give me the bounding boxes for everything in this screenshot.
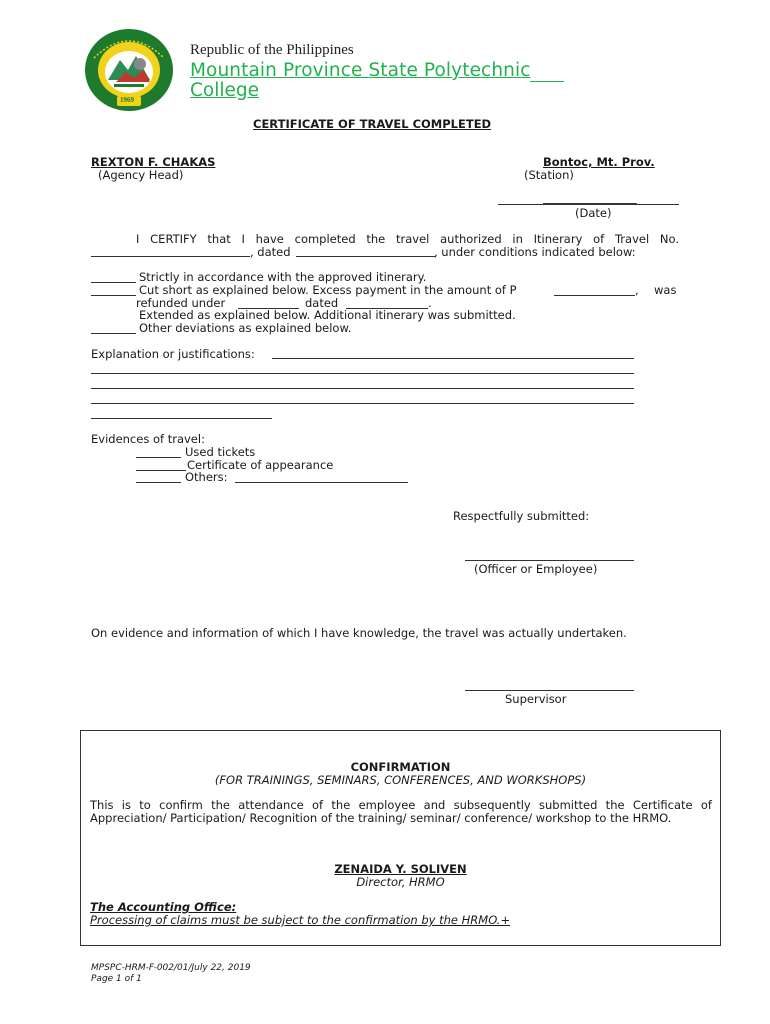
itinerary-number-field[interactable]: [91, 256, 250, 257]
certify-statement: [91, 232, 679, 246]
excess-amount-field[interactable]: [554, 295, 635, 296]
option-cutshort-label: Cut short as explained below. Excess payment in the amount of P: [139, 283, 517, 297]
station-name: Bontoc, Mt. Prov.: [543, 155, 655, 169]
accounting-office-heading: The Accounting Office:: [90, 900, 237, 914]
evidence-statement: On evidence and information of which I have knowledge, the travel was actually undertaken.: [91, 626, 627, 640]
respectfully-submitted-label: Respectfully submitted:: [453, 509, 590, 523]
refunded-dated-text: dated: [305, 296, 339, 310]
evidence-others-label: Others:: [185, 470, 228, 484]
evidence-others-checkline[interactable]: [136, 482, 181, 483]
accounting-office-note: Processing of claims must be subject to the confirmation by the HRMO.+: [90, 913, 511, 927]
supervisor-signature-line[interactable]: [465, 690, 634, 691]
evidence-others-field[interactable]: [235, 482, 408, 483]
option-cutshort-checkline[interactable]: [91, 295, 136, 296]
option-strict-label: Strictly in accordance with the approved itinerary.: [139, 270, 427, 284]
station-label: (Station): [524, 168, 574, 182]
option-cutshort-was: was: [654, 283, 677, 297]
director-title: Director, HRMO: [356, 875, 445, 889]
explanation-line-5[interactable]: [91, 418, 272, 419]
certify-line1: I CERTIFY that I have completed the travel authorized in Itinerary of Travel No.: [136, 232, 679, 246]
agency-head-label: (Agency Head): [98, 168, 184, 182]
employee-signature-line[interactable]: [465, 560, 634, 561]
evidence-tickets-label: Used tickets: [185, 445, 256, 459]
confirmation-title: CONFIRMATION: [350, 760, 451, 774]
evidence-tickets-checkline[interactable]: [136, 457, 181, 458]
explanation-label: Explanation or justifications:: [91, 347, 255, 361]
date-field-line-inner: [543, 203, 637, 204]
itinerary-date-field[interactable]: [296, 256, 435, 257]
confirmation-subtitle: (FOR TRAININGS, SEMINARS, CONFERENCES, AND WORKSHOPS): [214, 773, 587, 787]
explanation-line-4[interactable]: [91, 403, 634, 404]
college-name-line2: College: [190, 80, 260, 101]
agency-head-name: REXTON F. CHAKAS: [91, 155, 216, 169]
option-other-checkline[interactable]: [91, 333, 136, 334]
form-code: MPSPC-HRM-F-002/01/July 22, 2019: [91, 963, 251, 973]
refunded-under-text: refunded under: [136, 296, 226, 310]
page-number: Page 1 of 1: [91, 974, 142, 984]
director-name: ZENAIDA Y. SOLIVEN: [334, 862, 467, 876]
supervisor-label: Supervisor: [505, 692, 567, 706]
option-other-label: Other deviations as explained below.: [139, 321, 352, 335]
evidence-certificate-label: Certificate of appearance: [187, 458, 334, 472]
document-title: CERTIFICATE OF TRAVEL COMPLETED: [253, 117, 492, 131]
date-field-line[interactable]: [498, 204, 679, 205]
confirmation-box: [80, 730, 721, 946]
explanation-line-3[interactable]: [91, 388, 634, 389]
confirmation-body: This is to confirm the attendance of the employee and subsequently submitted the Certificate of Appreciation/ Participation/ Recognition of the training/ seminar/ conference/ workshop to the HRMO.: [90, 798, 712, 825]
college-name-line1: Mountain Province State Polytechnic: [190, 60, 531, 81]
certify-conditions-text: , under conditions indicated below:: [434, 245, 636, 259]
certify-dated-text: , dated: [250, 245, 291, 259]
explanation-line-1[interactable]: [272, 358, 634, 359]
logo-year: 1969: [120, 96, 134, 104]
option-strict-checkline[interactable]: [91, 282, 136, 283]
comma-text: ,: [635, 283, 639, 297]
college-seal-logo: [84, 28, 174, 112]
evidences-label: Evidences of travel:: [91, 432, 205, 446]
explanation-line-2[interactable]: [91, 373, 634, 374]
option-extended-label: Extended as explained below. Additional itinerary was submitted.: [139, 308, 516, 322]
employee-signature-label: (Officer or Employee): [474, 562, 598, 576]
college-name-underline-extend: [530, 81, 564, 82]
date-label: (Date): [575, 206, 612, 220]
evidence-certificate-checkline[interactable]: [136, 470, 186, 471]
period-text: .: [428, 296, 432, 310]
republic-line: Republic of the Philippines: [190, 42, 354, 58]
